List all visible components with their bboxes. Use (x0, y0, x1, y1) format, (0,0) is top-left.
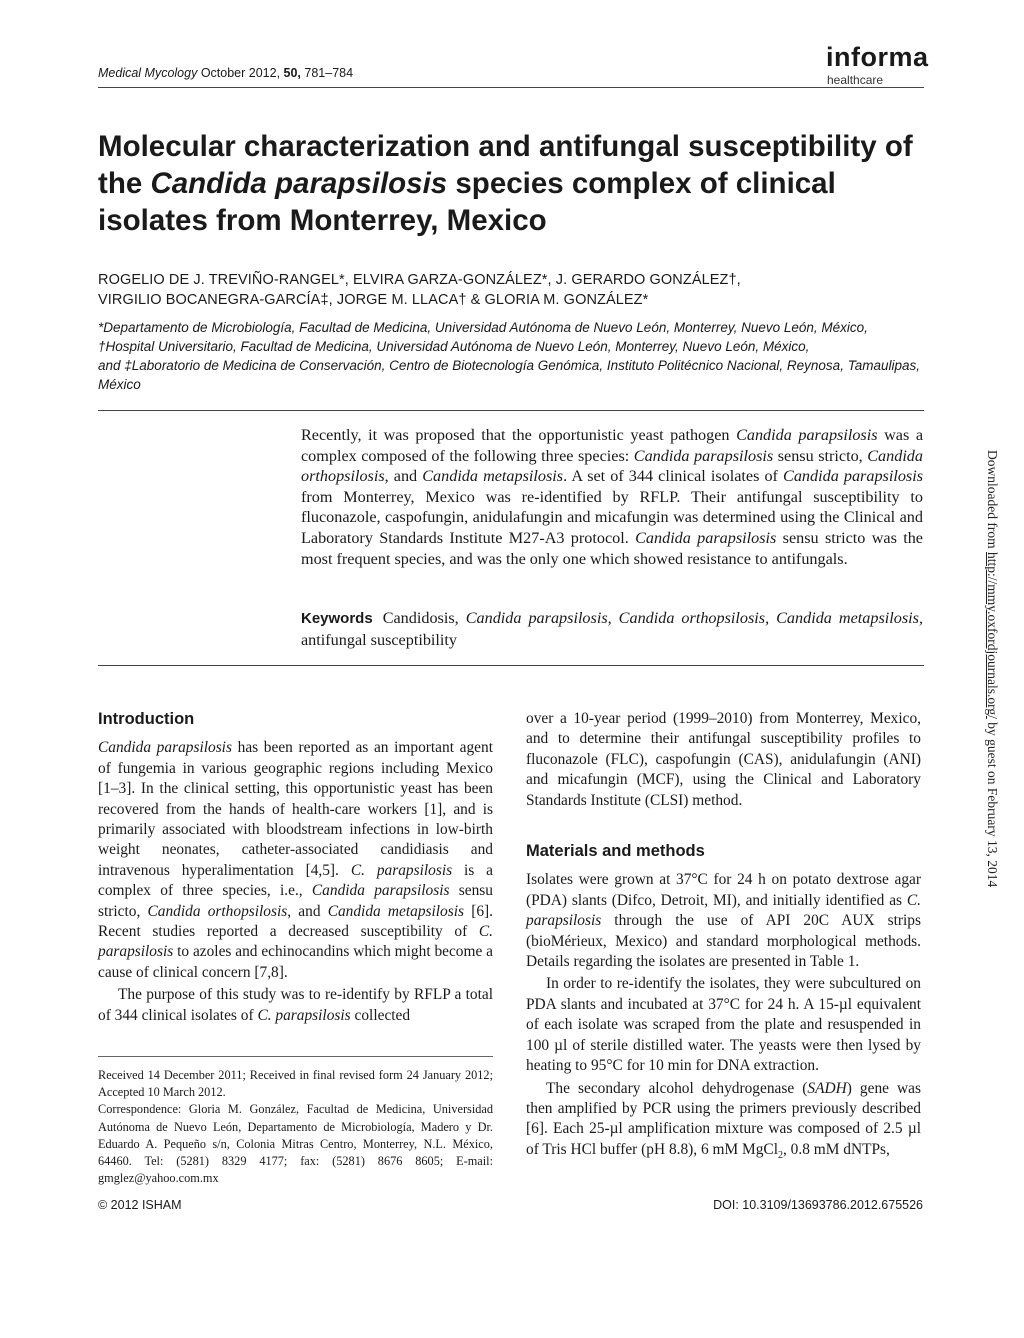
species-name: Candida orthopsilosis (147, 902, 288, 920)
species-name: Candida parapsilosis (98, 739, 232, 757)
keywords (301, 608, 923, 650)
journal-volume: 50, (283, 66, 301, 80)
publisher-logo (826, 44, 929, 87)
affiliation-3: and ‡Laboratorio de Medicina de Conservación, Centro de Biotecnología Genómica, Instituto Politécnico Nacional, Reynosa, Tamaulipas, México (98, 358, 920, 392)
journal-citation (98, 66, 353, 80)
abstract-text: from Monterrey, Mexico was re-identified by RFLP. Their antifungal susceptibility to fluconazole, caspofungin, anidulafungin and micafungin was determined using the Clinical and Laboratory Standards Institute M27-A3 protocol. (301, 487, 923, 547)
download-stamp-suffix: by guest on February 13, 2014 (985, 722, 1000, 888)
right-column (526, 709, 921, 1166)
abstract (301, 425, 923, 569)
abstract-text: was a complex composed of the following three species: (301, 426, 924, 465)
keyword-text: antifungal susceptibility (301, 630, 458, 649)
article-title (98, 128, 928, 239)
methods-paragraph-1 (526, 870, 921, 972)
keyword-text: Candidosis, (382, 609, 459, 627)
species-name: Candida parapsilosis (311, 882, 450, 900)
intro-continuation: over a 10-year period (1999–2010) from Monterrey, Mexico, and to determine their antifungal susceptibility profiles to fluconazole (FLC), caspofungin (CAS), anidulafungin (ANI) and micafungin (MCF), using the Clinical and Laboratory Standards Institute (CLSI) method. (526, 710, 921, 809)
journal-pages: 781–784 (304, 66, 354, 80)
species-name: C. parapsilosis (526, 891, 921, 930)
methods-paragraph-2: In order to re-identify the isolates, they were subcultured on PDA slants and incubated at 37°C for 24 h. A 15-µl equivalent of each isolate was scraped from the plate and resuspended in 100 µl of sterile distilled water. The yeasts were then lysed by heating to 95°C for 10 min for DNA extraction. (526, 975, 921, 1075)
publisher-subtitle: healthcare (827, 73, 884, 87)
species-name: C. parapsilosis (350, 861, 453, 879)
footnote-rule (98, 1056, 493, 1057)
correspondence: Correspondence: Gloria M. González, Facultad de Medicina, Universidad Autónoma de Nuevo León, Departamento de Microbiología, Madero y Dr. Eduardo A. Pequeño s/n, Colonia Mitras Centro, Monterrey, N.L. México, 64460. Tel: (5281) 8329 4177; fax: (5281) 8676 8605; E-mail: gmglez@yahoo.com.mx (98, 1102, 493, 1186)
section-heading-materials-methods: Materials and methods (526, 842, 705, 861)
keyword-species: Candida parapsilosis, Candida orthopsilosis, Candida metapsilosis, (465, 609, 923, 627)
copyright: © 2012 ISHAM (98, 1198, 182, 1212)
download-stamp (984, 450, 1000, 887)
body-text: The secondary alcohol dehydrogenase ( (546, 1079, 808, 1097)
species-name: Candida metapsilosis (327, 902, 465, 920)
affiliation-1: *Departamento de Microbiología, Facultad de Medicina, Universidad Autónoma de Nuevo León, Monterrey, Nuevo León, México, (98, 320, 868, 335)
download-stamp-link[interactable]: http://mmy.oxfordjournals.org/ (985, 551, 1000, 719)
body-text: , and (287, 902, 321, 920)
body-text: Isolates were grown at 37°C for 24 h on potato dextrose agar (PDA) slants (Difco, Detroit, MI), and initially identified as (526, 871, 921, 909)
footnote (98, 1067, 493, 1187)
keywords-label: Keywords (301, 610, 373, 627)
title-text-2: species complex of clinical isolates from Monterrey, Mexico (98, 167, 836, 237)
species-name: Candida metapsilosis (422, 467, 564, 486)
affiliations (98, 318, 928, 394)
author-line-2: VIRGILIO BOCANEGRA-GARCÍA‡, JORGE M. LLACA† & GLORIA M. GONZÁLEZ* (98, 292, 649, 308)
species-name: Candida parapsilosis (783, 467, 924, 486)
received-dates: Received 14 December 2011; Received in final revised form 24 January 2012; Accepted 10 March 2012. (98, 1068, 493, 1100)
species-name: Candida parapsilosis (635, 528, 777, 547)
body-text: has been reported as an important agent of fungemia in various geographic regions including Mexico [1–3]. In the clinical setting, this opportunistic yeast has been recovered from the hands of health-care workers [1], and is primarily associated with bloodstream infections in low-birth weight neonates, catheter-associated candidiasis and intravenous hyperalimentation [4,5]. (98, 739, 493, 879)
abstract-text: , and (384, 467, 418, 486)
abstract-text: . A set of 344 clinical isolates of (563, 467, 778, 486)
header-rule (98, 87, 924, 88)
body-text: , 0.8 mM dNTPs, (782, 1140, 890, 1158)
body-text: is a complex of three species, i.e., (98, 861, 493, 900)
affiliation-rule (98, 410, 924, 411)
download-stamp-prefix: Downloaded from (985, 450, 1000, 549)
author-list (98, 270, 928, 310)
body-text: The purpose of this study was to re-identify by RFLP a total of 344 clinical isolates of (98, 986, 493, 1024)
species-name: C. parapsilosis (257, 1006, 351, 1024)
abstract-rule (98, 665, 924, 666)
species-name: Candida parapsilosis (736, 426, 878, 444)
journal-name: Medical Mycology (98, 66, 198, 80)
title-italic-species: Candida parapsilosis (150, 167, 448, 200)
body-text: through the use of API 20C AUX strips (bioMérieux, Mexico) and standard morphological methods. Details regarding the isolates are presented in Table 1. (526, 912, 921, 971)
affiliation-2: †Hospital Universitario, Facultad de Medicina, Universidad Autónoma de Nuevo León, Monterrey, Nuevo León, México, (98, 339, 810, 354)
species-name: C. parapsilosis (98, 923, 494, 961)
species-name: Candida orthopsilosis (301, 446, 923, 486)
body-text: sensu stricto, (98, 882, 493, 920)
body-text: ) gene was then amplified by PCR using the primers previously described [6]. Each 25-µl amplification mixture was composed of 2.5 µl of Tris HCl buffer (pH 8.8), 6 mM MgCl (526, 1079, 921, 1158)
publisher-name: informa (826, 42, 929, 72)
left-column (98, 709, 493, 1026)
methods-paragraph-3 (526, 1079, 921, 1167)
journal-date: October 2012, (200, 66, 281, 80)
intro-paragraph-2 (98, 985, 493, 1026)
abstract-text: sensu stricto, (777, 446, 863, 465)
body-text: collected (354, 1006, 411, 1024)
author-line-1: ROGELIO DE J. TREVIÑO-RANGEL*, ELVIRA GARZA-GONZÁLEZ*, J. GERARDO GONZÁLEZ†, (98, 272, 741, 288)
abstract-text: sensu stricto was the most frequent species, and was the only one which showed resistance to antifungals. (301, 528, 923, 568)
subscript: 2 (777, 1149, 783, 1161)
section-heading-introduction: Introduction (98, 710, 195, 728)
body-text: [6]. Recent studies reported a decreased susceptibility of (98, 902, 493, 941)
gene-name: SADH (807, 1079, 847, 1097)
intro-paragraph-1 (98, 738, 493, 983)
abstract-text: Recently, it was proposed that the opportunistic yeast pathogen (301, 426, 730, 444)
body-text: to azoles and echinocandins which might become a cause of clinical concern [7,8]. (98, 943, 493, 981)
title-text-1: Molecular characterization and antifungal susceptibility of the (98, 130, 913, 200)
doi: DOI: 10.3109/13693786.2012.675526 (713, 1198, 923, 1212)
species-name: Candida parapsilosis (633, 446, 774, 465)
